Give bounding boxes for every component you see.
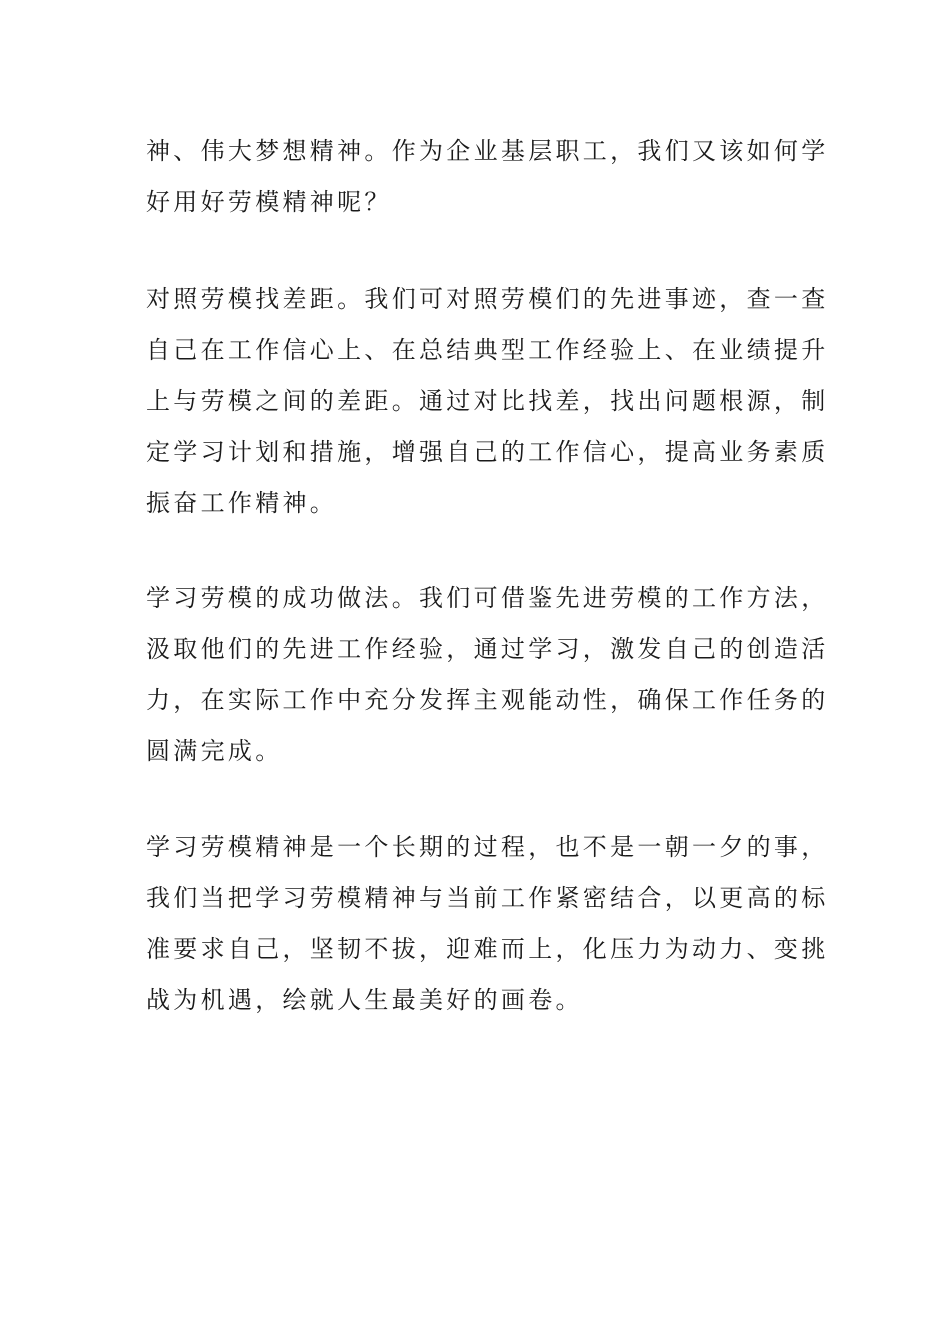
paragraph-conclusion xyxy=(146,822,829,1026)
text-line: 学习劳模精神是一个长期的过程，也不是一朝一夕的事， xyxy=(146,833,829,861)
text-line: 圆满完成。 xyxy=(146,737,283,765)
text-line: 神、伟大梦想精神。作为企业基层职工，我们又该如何学 xyxy=(146,137,829,165)
text-line: 汲取他们的先进工作经验，通过学习，激发自己的创造活 xyxy=(146,635,829,663)
text-line: 好用好劳模精神呢？ xyxy=(146,188,392,216)
text-line: 战为机遇，绘就人生最美好的画卷。 xyxy=(146,986,583,1014)
text-line: 振奋工作精神。 xyxy=(146,489,338,517)
text-line: 学习劳模的成功做法。我们可借鉴先进劳模的工作方法， xyxy=(146,584,829,612)
text-line: 力，在实际工作中充分发挥主观能动性，确保工作任务的 xyxy=(146,686,829,714)
text-line: 准要求自己，坚韧不拔，迎难而上，化压力为动力、变挑 xyxy=(146,935,829,963)
paragraph-intro xyxy=(146,126,829,228)
text-line: 自己在工作信心上、在总结典型工作经验上、在业绩提升 xyxy=(146,336,829,364)
paragraph-find-gaps xyxy=(146,274,829,529)
text-line: 上与劳模之间的差距。通过对比找差，找出问题根源，制 xyxy=(146,387,829,415)
text-line: 我们当把学习劳模精神与当前工作紧密结合，以更高的标 xyxy=(146,884,829,912)
text-line: 定学习计划和措施，增强自己的工作信心，提高业务素质 xyxy=(146,438,829,466)
paragraph-learn-methods xyxy=(146,573,829,777)
text-line: 对照劳模找差距。我们可对照劳模们的先进事迹，查一查 xyxy=(146,285,829,313)
